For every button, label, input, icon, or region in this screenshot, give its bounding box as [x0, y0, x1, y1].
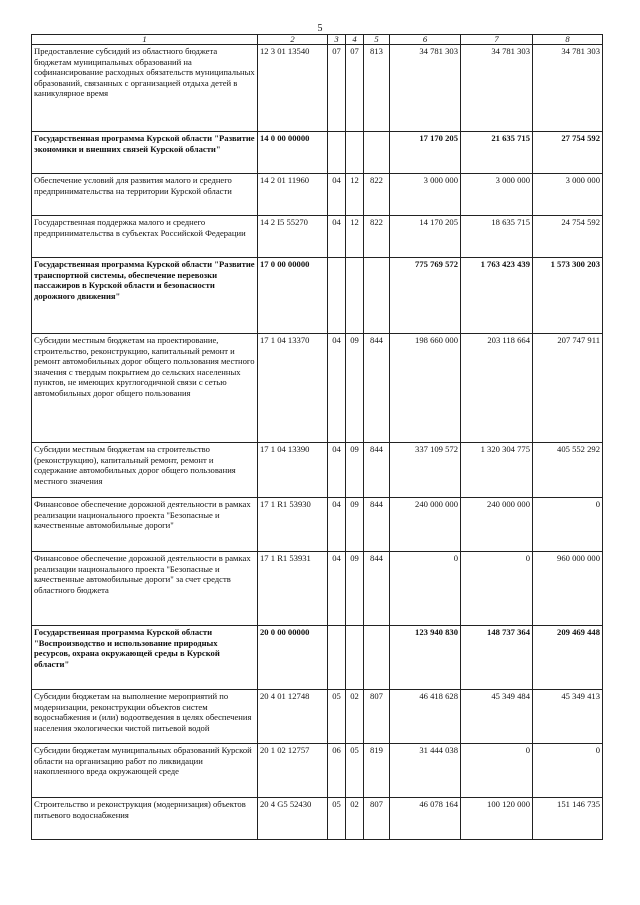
row-col5 — [364, 626, 390, 690]
row-col5: 844 — [364, 334, 390, 443]
column-header: 7 — [461, 35, 533, 45]
row-col4: 09 — [346, 552, 364, 626]
row-col4 — [346, 258, 364, 334]
column-header: 5 — [364, 35, 390, 45]
row-value-col7: 21 635 715 — [461, 132, 533, 174]
row-col4: 09 — [346, 334, 364, 443]
row-col3: 06 — [328, 744, 346, 798]
page-number: 5 — [317, 23, 323, 34]
row-description: Государственная программа Курской области "Развитие транспортной системы, обеспечение перевозки пассажиров в Курской области и безопасности дорожного движения" — [32, 258, 258, 334]
row-value-col6: 46 418 628 — [390, 690, 461, 744]
row-value-col8: 209 469 448 — [533, 626, 603, 690]
row-col4: 02 — [346, 690, 364, 744]
row-value-col6: 198 660 000 — [390, 334, 461, 443]
row-col3 — [328, 132, 346, 174]
row-code: 14 0 00 00000 — [258, 132, 328, 174]
row-value-col6: 31 444 038 — [390, 744, 461, 798]
row-description: Субсидии местным бюджетам на строительство (реконструкцию), капитальный ремонт, ремонт и содержание автомобильных дорог общего пользования местного значения — [32, 443, 258, 498]
row-col5 — [364, 258, 390, 334]
row-code: 20 4 G5 52430 — [258, 798, 328, 840]
row-value-col6: 46 078 164 — [390, 798, 461, 840]
table-row — [32, 798, 603, 840]
row-description: Обеспечение условий для развития малого и среднего предпринимательства на территории Курской области — [32, 174, 258, 216]
column-header: 4 — [346, 35, 364, 45]
row-value-col6: 3 000 000 — [390, 174, 461, 216]
row-col3 — [328, 258, 346, 334]
row-col3: 07 — [328, 45, 346, 132]
row-description: Субсидии бюджетам на выполнение мероприятий по модернизации, реконструкции объектов систем водоснабжения и (или) водоотведения в целях обеспечения населения экологически чистой питьевой водой — [32, 690, 258, 744]
table-row — [32, 334, 603, 443]
row-value-col6: 34 781 303 — [390, 45, 461, 132]
table-row — [32, 552, 603, 626]
column-header: 8 — [533, 35, 603, 45]
row-value-col7: 18 635 715 — [461, 216, 533, 258]
row-col4: 05 — [346, 744, 364, 798]
row-value-col7: 0 — [461, 744, 533, 798]
row-value-col6: 0 — [390, 552, 461, 626]
table-row — [32, 174, 603, 216]
row-col4: 02 — [346, 798, 364, 840]
row-code: 14 2 I5 55270 — [258, 216, 328, 258]
row-col4 — [346, 626, 364, 690]
row-value-col7: 1 763 423 439 — [461, 258, 533, 334]
column-header: 6 — [390, 35, 461, 45]
row-code: 20 4 01 12748 — [258, 690, 328, 744]
row-value-col6: 14 170 205 — [390, 216, 461, 258]
row-value-col8: 151 146 735 — [533, 798, 603, 840]
row-description: Субсидии местным бюджетам на проектирование, строительство, реконструкцию, капитальный ремонт и ремонт автомобильных дорог общего пользования местного значения с твердым покрытием до сельских населенных пунктов, не имеющих круглогодичной связи с сетью автомобильных дорог общего пользования — [32, 334, 258, 443]
row-value-col8: 34 781 303 — [533, 45, 603, 132]
row-value-col7: 3 000 000 — [461, 174, 533, 216]
row-col4: 12 — [346, 174, 364, 216]
table-row — [32, 132, 603, 174]
row-col3: 05 — [328, 690, 346, 744]
row-description: Финансовое обеспечение дорожной деятельности в рамках реализации национального проекта "Безопасные и качественные автомобильные дороги" — [32, 498, 258, 552]
row-code: 20 1 02 12757 — [258, 744, 328, 798]
table-row — [32, 258, 603, 334]
row-code: 20 0 00 00000 — [258, 626, 328, 690]
row-code: 14 2 01 11960 — [258, 174, 328, 216]
row-description: Финансовое обеспечение дорожной деятельности в рамках реализации национального проекта "Безопасные и качественные автомобильные дороги" за счет средств областного бюджета — [32, 552, 258, 626]
table-row — [32, 744, 603, 798]
row-col4: 12 — [346, 216, 364, 258]
row-col3: 04 — [328, 498, 346, 552]
row-col5 — [364, 132, 390, 174]
row-value-col7: 1 320 304 775 — [461, 443, 533, 498]
row-col4 — [346, 132, 364, 174]
row-value-col8: 0 — [533, 498, 603, 552]
column-header: 1 — [32, 35, 258, 45]
row-value-col7: 34 781 303 — [461, 45, 533, 132]
row-value-col7: 240 000 000 — [461, 498, 533, 552]
row-code: 17 1 04 13390 — [258, 443, 328, 498]
row-value-col7: 203 118 664 — [461, 334, 533, 443]
row-value-col8: 3 000 000 — [533, 174, 603, 216]
row-description: Строительство и реконструкция (модернизация) объектов питьевого водоснабжения — [32, 798, 258, 840]
row-value-col8: 0 — [533, 744, 603, 798]
row-value-col8: 27 754 592 — [533, 132, 603, 174]
row-code: 17 1 R1 53931 — [258, 552, 328, 626]
row-description: Государственная программа Курской области "Развитие экономики и внешних связей Курской области" — [32, 132, 258, 174]
table-row — [32, 498, 603, 552]
row-code: 12 3 01 13540 — [258, 45, 328, 132]
row-value-col6: 123 940 830 — [390, 626, 461, 690]
row-value-col7: 0 — [461, 552, 533, 626]
table-row — [32, 626, 603, 690]
row-value-col8: 207 747 911 — [533, 334, 603, 443]
row-col3: 04 — [328, 174, 346, 216]
row-col4: 07 — [346, 45, 364, 132]
row-col3: 04 — [328, 443, 346, 498]
row-description: Предоставление субсидий из областного бюджета бюджетам муниципальных образований на софинансирование расходных обязательств муниципальных образований, связанных с организацией отдыха детей в каникулярное время — [32, 45, 258, 132]
row-col5: 819 — [364, 744, 390, 798]
row-col5: 807 — [364, 798, 390, 840]
row-col3: 05 — [328, 798, 346, 840]
row-value-col8: 45 349 413 — [533, 690, 603, 744]
table-row — [32, 690, 603, 744]
column-header: 2 — [258, 35, 328, 45]
row-col5: 844 — [364, 443, 390, 498]
table-row — [32, 216, 603, 258]
row-value-col7: 148 737 364 — [461, 626, 533, 690]
row-value-col7: 45 349 484 — [461, 690, 533, 744]
row-description: Государственная программа Курской области "Воспроизводство и использование природных ресурсов, охрана окружающей среды в Курской области" — [32, 626, 258, 690]
row-col3: 04 — [328, 552, 346, 626]
row-value-col6: 337 109 572 — [390, 443, 461, 498]
row-col4: 09 — [346, 443, 364, 498]
row-col4: 09 — [346, 498, 364, 552]
row-value-col6: 240 000 000 — [390, 498, 461, 552]
column-header: 3 — [328, 35, 346, 45]
row-value-col6: 17 170 205 — [390, 132, 461, 174]
row-col3: 04 — [328, 216, 346, 258]
row-code: 17 1 R1 53930 — [258, 498, 328, 552]
row-description: Субсидии бюджетам муниципальных образований Курской области на организацию работ по ликвидации накопленного вреда окружающей среде — [32, 744, 258, 798]
row-code: 17 1 04 13370 — [258, 334, 328, 443]
row-value-col8: 405 552 292 — [533, 443, 603, 498]
row-code: 17 0 00 00000 — [258, 258, 328, 334]
row-value-col6: 775 769 572 — [390, 258, 461, 334]
row-col5: 822 — [364, 216, 390, 258]
row-value-col8: 1 573 300 203 — [533, 258, 603, 334]
row-col3: 04 — [328, 334, 346, 443]
row-col5: 844 — [364, 498, 390, 552]
row-col5: 822 — [364, 174, 390, 216]
row-col5: 807 — [364, 690, 390, 744]
column-number-row — [32, 35, 603, 45]
row-value-col8: 960 000 000 — [533, 552, 603, 626]
row-col5: 844 — [364, 552, 390, 626]
row-value-col7: 100 120 000 — [461, 798, 533, 840]
table-row — [32, 45, 603, 132]
row-description: Государственная поддержка малого и среднего предпринимательства в субъектах Российской Федерации — [32, 216, 258, 258]
row-col5: 813 — [364, 45, 390, 132]
row-value-col8: 24 754 592 — [533, 216, 603, 258]
budget-table — [31, 34, 603, 840]
table-row — [32, 443, 603, 498]
row-col3 — [328, 626, 346, 690]
